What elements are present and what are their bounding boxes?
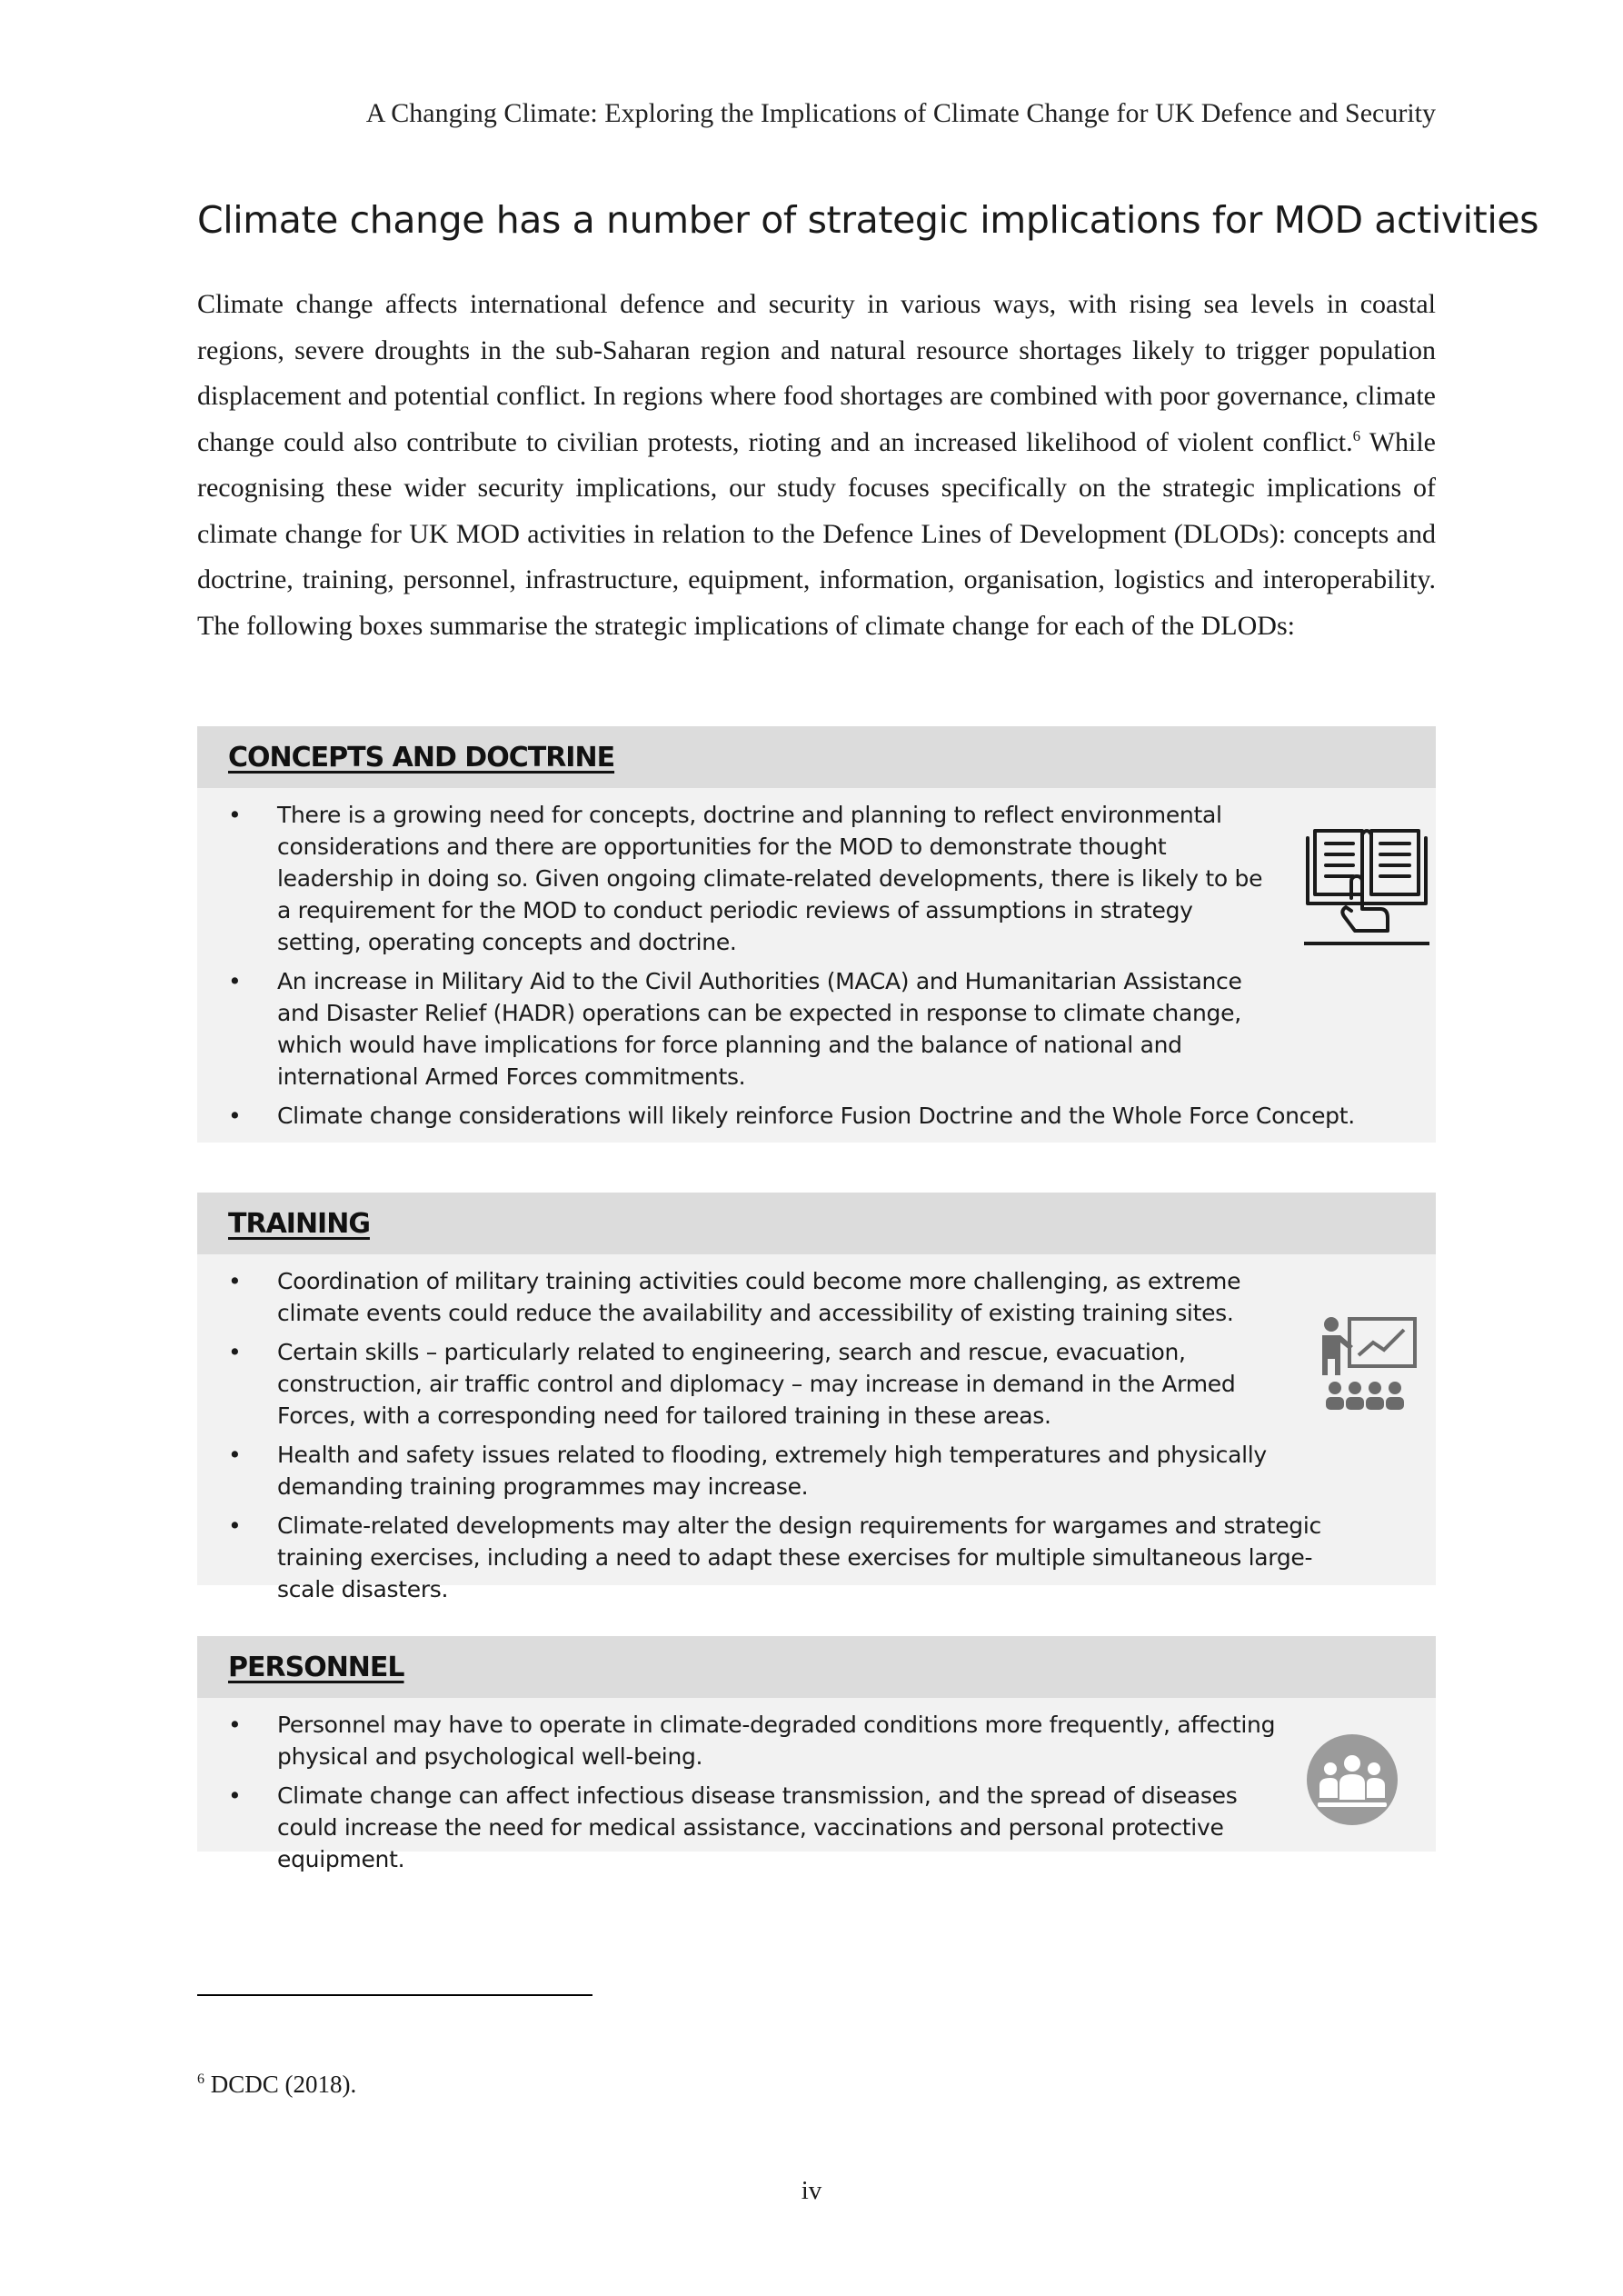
- box-header: [197, 1193, 1436, 1254]
- box-bullet-list: [197, 1254, 1436, 1605]
- footnote: [197, 2071, 356, 2099]
- box-training: [197, 1193, 1436, 1602]
- running-header: A Changing Climate: Exploring the Implications of Climate Change for UK Defence and Security: [365, 98, 1436, 128]
- footnote-number: 6: [197, 2071, 204, 2087]
- book-reading-icon: [1304, 822, 1429, 949]
- list-item: • Climate change can affect infectious disease transmission, and the spread of diseases could increase the need for medical assistance, vaccinations and personal protective equipment.: [197, 1780, 1280, 1875]
- footnote-reference[interactable]: 6: [1352, 426, 1361, 444]
- intro-paragraph: [197, 282, 1436, 649]
- box-header: [197, 726, 1436, 788]
- list-item: • An increase in Military Aid to the Civil Authorities (MACA) and Humanitarian Assistance and Disaster Relief (HADR) operations can be expected in response to climate change, which would have implications for force planning and the balance of national and international Armed Forces commitments.: [197, 965, 1280, 1093]
- list-item: • There is a growing need for concepts, doctrine and planning to reflect environmental considerations and there are opportunities for the MOD to demonstrate thought leadership in doing so. Given ongoing climate-related developments, there is likely to be a requirement for the MOD to conduct periodic reviews of assumptions in strategy setting, operating concepts and doctrine.: [197, 799, 1280, 958]
- list-item: • Climate change considerations will likely reinforce Fusion Doctrine and the Whole Force Concept.: [197, 1100, 1368, 1132]
- box-personnel: [197, 1636, 1436, 1872]
- list-item: • Personnel may have to operate in climate-degraded conditions more frequently, affecting physical and psychological well-being.: [197, 1709, 1280, 1772]
- box-header: [197, 1636, 1436, 1698]
- presentation-icon: [1317, 1315, 1417, 1412]
- list-item: • Climate-related developments may alter the design requirements for wargames and strategic training exercises, including a need to adapt these exercises for multiple simultaneous large-scale disasters.: [197, 1510, 1368, 1605]
- list-item: • Coordination of military training activities could become more challenging, as extreme climate events could reduce the availability and accessibility of existing training sites.: [197, 1265, 1280, 1329]
- list-item: • Certain skills – particularly related to engineering, search and rescue, evacuation, construction, air traffic control and diplomacy – may increase in demand in the Armed Forces, with a corresponding need for tailored training in these areas.: [197, 1336, 1280, 1432]
- box-title: PERSONNEL: [228, 1651, 404, 1683]
- footnote-separator: [197, 1994, 592, 1996]
- list-item: • Health and safety issues related to flooding, extremely high temperatures and physically demanding training programmes may increase.: [197, 1439, 1368, 1502]
- box-title: TRAINING: [228, 1207, 370, 1240]
- intro-text-part-2: While recognising these wider security implications, our study focuses specifically on the strategic implications of climate change for UK MOD activities in relation to the Defence Lines of Development (DLODs): concepts and doctrine, training, personnel, infrastructure, equipment, information, organisation, logistics and interoperability. The following boxes summarise the strategic implications of climate change for each of the DLODs:: [197, 426, 1436, 641]
- page-title: Climate change has a number of strategic implications for MOD activities: [197, 198, 1539, 242]
- box-bullet-list: [197, 1698, 1436, 1875]
- footnote-text: DCDC (2018).: [204, 2071, 357, 2098]
- people-group-icon: [1305, 1732, 1399, 1827]
- page-number: iv: [801, 2176, 822, 2205]
- intro-text-part-1: Climate change affects international defence and security in various ways, with rising sea levels in coastal regions, severe droughts in the sub-Saharan region and natural resource shortages likely to trigger population displacement and potential conflict. In regions where food shortages are combined with poor governance, climate change could also contribute to civilian protests, rioting and an increased likelihood of violent conflict.: [197, 289, 1436, 457]
- box-concepts-and-doctrine: [197, 726, 1436, 1143]
- box-bullet-list: [197, 788, 1436, 1132]
- box-title: CONCEPTS AND DOCTRINE: [228, 741, 615, 774]
